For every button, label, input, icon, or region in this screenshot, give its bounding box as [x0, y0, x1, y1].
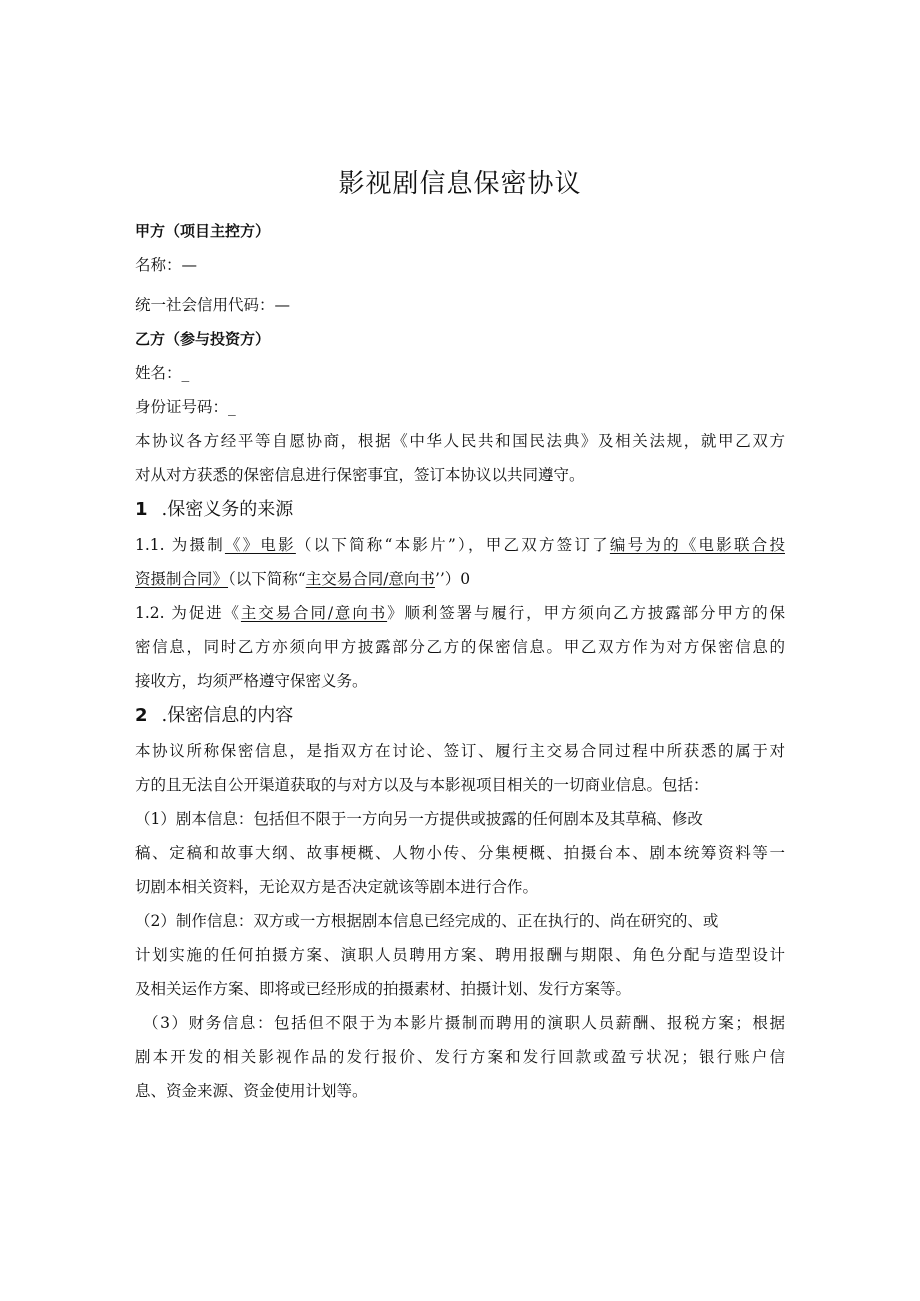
- main-contract-blank: 主交易合同/意向书: [305, 570, 435, 588]
- section-2-intro-line-2: 方的且无法自公开渠道获取的与对方以及与本影视项目相关的一切商业信息。包括：: [135, 776, 709, 794]
- item-3-line-1: （3）财务信息：包括但不限于为本影片摄制而聘用的演职人员薪酬、报税方案；根据: [143, 1014, 785, 1032]
- clause-text: 1.1. 为摄制: [135, 536, 225, 554]
- item-1-line-2: 稿、定稿和故事大纲、故事梗概、人物小传、分集梗概、拍摄台本、剧本统筹资料等一: [135, 844, 785, 862]
- party-a-heading: 甲方（项目主控方）: [135, 222, 271, 240]
- clause-1-2-line-1: [135, 596, 785, 630]
- party-b-heading: 乙方（参与投资方）: [135, 330, 271, 348]
- party-b-id: 身份证号码：_: [135, 398, 236, 416]
- clause-text: 1.2. 为促进《: [135, 604, 241, 622]
- clause-1-1-line-2: [135, 562, 785, 596]
- item-3-line-2: 剧本开发的相关影视作品的发行报价、发行方案和发行回款或盈亏状况；银行账户信: [135, 1048, 785, 1066]
- item-2-line-3: 及相关运作方案、即将或已经形成的拍摄素材、拍摄计划、发行方案等。: [135, 980, 632, 998]
- party-a-credit-code: 统一社会信用代码：—: [135, 296, 291, 314]
- item-3-line-3: 息、资金来源、资金使用计划等。: [135, 1082, 368, 1100]
- item-2-line-1: （2）制作信息：双方或一方根据剧本信息已经完成的、正在执行的、尚在研究的、或: [135, 912, 719, 930]
- section-1-heading: [135, 492, 785, 528]
- section-2-title: .保密信息的内容: [161, 705, 294, 726]
- intro-line-1: 本协议各方经平等自愿协商，根据《中华人民共和国民法典》及相关法规，就甲乙双方: [135, 432, 785, 450]
- clause-text: （以下简称“: [228, 570, 306, 588]
- item-1-line-3: 切剧本相关资料，无论双方是否决定就该等剧本进行合作。: [135, 878, 539, 896]
- item-1-line-1: （1）剧本信息：包括但不限于一方向另一方提供或披露的任何剧本及其草稿、修改: [135, 810, 703, 828]
- clause-text: 》顺利签署与履行，甲方须向乙方披露部分甲方的保: [387, 604, 785, 622]
- item-2-line-2: 计划实施的任何拍摄方案、演职人员聘用方案、聘用报酬与期限、角色分配与造型设计: [135, 946, 785, 964]
- party-b-name: 姓名：_: [135, 364, 190, 382]
- section-2-intro-line-1: 本协议所称保密信息，是指双方在讨论、签订、履行主交易合同过程中所获悉的属于对: [135, 742, 785, 760]
- clause-text: ’’）0: [434, 570, 471, 588]
- section-1-title: .保密义务的来源: [161, 499, 294, 520]
- section-2-number: 2: [135, 705, 148, 726]
- clause-1-1-line-1: [135, 528, 785, 562]
- section-2-heading: [135, 698, 785, 734]
- main-contract-blank: 主交易合同/意向书: [240, 604, 388, 622]
- contract-number-blank: 编号为的《电影联合投: [609, 536, 785, 554]
- intro-line-2: 对从对方获悉的保密信息进行保密事宜，签订本协议以共同遵守。: [135, 466, 585, 484]
- contract-name-blank: 资摄制合同》: [135, 570, 229, 588]
- clause-text: （以下简称“本影片”），甲乙双方签订了: [295, 536, 610, 554]
- document-title: 影视剧信息保密协议: [338, 169, 582, 199]
- film-name-blank: 《》电影: [224, 536, 296, 554]
- party-a-name: 名称：—: [135, 256, 198, 274]
- clause-1-2-line-2: 密信息，同时乙方亦须向甲方披露部分乙方的保密信息。甲乙双方作为对方保密信息的: [135, 638, 785, 656]
- document-body: [135, 214, 785, 1108]
- clause-1-2-line-3: 接收方，均须严格遵守保密义务。: [135, 672, 368, 690]
- section-1-number: 1: [135, 499, 148, 520]
